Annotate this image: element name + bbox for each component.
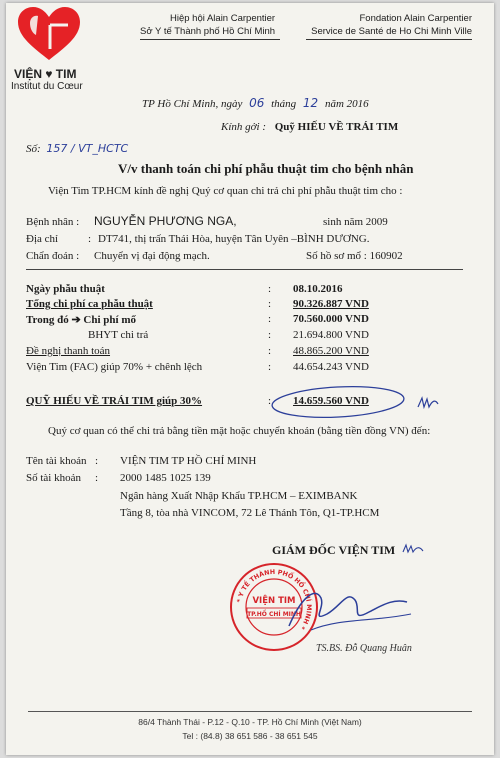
title-initials-mark (401, 541, 425, 557)
subject-line: V/v thanh toán chi phí phẫu thuật tim cho bệnh nhân (118, 161, 414, 176)
header-divider-left (140, 39, 280, 40)
cost-row-4-label: Đề nghị thanh toán (26, 345, 111, 357)
patient-diagnosis: Chuyển vị đại động mạch. (94, 250, 210, 262)
date-line (142, 96, 369, 110)
logo-name: VIỆN ♥ TIM (14, 67, 77, 81)
cost-row-0-colon: : (268, 283, 272, 295)
bank-name: Ngân hàng Xuất Nhập Khẩu TP.HCM – EXIMBANK (120, 490, 358, 502)
patient-name: NGUYỄN PHƯƠNG NGA, (94, 214, 237, 228)
cost-row-2-colon: : (268, 313, 272, 325)
date-prefix: TP Hồ Chí Minh, ngày (142, 98, 243, 110)
heart-logo-icon (14, 5, 84, 63)
cost-row-6-value: 14.659.560 VND (293, 395, 369, 407)
reference-line (26, 142, 128, 155)
recipient-label: Kính gởi : (221, 121, 266, 133)
patient-birth: sinh năm 2009 (323, 216, 388, 228)
cost-row-5-colon: : (268, 361, 272, 373)
cost-row-3-colon: : (268, 329, 272, 341)
patient-name-label: Bệnh nhân : (26, 216, 80, 228)
stamp-arc-text: * Y TẾ THÀNH PHỐ HỒ CHÍ MINH * (235, 567, 314, 632)
stamp-city-text: TP.HỒ CHÍ MINH (247, 611, 301, 618)
cost-row-4-value: 48.865.200 VND (293, 345, 369, 357)
patient-address: DT741, thị trấn Thái Hòa, huyện Tân Uyên –BÌNH DƯƠNG. (98, 233, 370, 245)
bank-address: Tầng 8, tòa nhà VINCOM, 72 Lê Thánh Tôn, Q1-TP.HCM (120, 507, 380, 519)
cost-row-6-label: QUỸ HIẾU VỀ TRÁI TIM giúp 30% (26, 395, 203, 407)
document-page (6, 3, 494, 755)
association-vn: Hiệp hội Alain Carpentier (170, 13, 276, 24)
cost-row-5-value: 44.654.243 VND (293, 361, 369, 373)
cost-row-3-label: BHYT chi trả (88, 329, 149, 341)
diagnosis-label: Chẩn đoán : (26, 250, 80, 262)
department-vn: Sở Y tế Thành phố Hồ Chí Minh (140, 26, 276, 37)
cost-row-3-value: 21.694.800 VND (293, 329, 369, 341)
footer-address: 86/4 Thành Thái - P.12 - Q.10 - TP. Hồ Chí Minh (Việt Nam) (138, 717, 362, 727)
cost-row-1-label: Tổng chi phí ca phẫu thuật (26, 298, 153, 310)
header-divider-right (306, 39, 472, 40)
cost-row-1-colon: : (268, 298, 272, 310)
cost-row-1-value: 90.326.887 VND (293, 298, 369, 310)
association-fr: Fondation Alain Carpentier (359, 13, 472, 24)
signer-name: TS.BS. Đỗ Quang Huân (316, 643, 412, 654)
account-name-label: Tên tài khoản (26, 455, 87, 467)
footer-divider (28, 711, 472, 712)
date-day: 06 (249, 96, 265, 110)
recipient-line (221, 121, 398, 133)
account-number-colon: : (95, 472, 99, 484)
cost-row-0-label: Ngày phẫu thuật (26, 283, 105, 295)
footer-contact: Tel : (84.8) 38 651 586 - 38 651 545 (182, 731, 318, 741)
department-fr: Service de Santé de Ho Chi Minh Ville (311, 26, 472, 37)
date-month: 12 (302, 96, 319, 110)
address-colon: : (88, 233, 92, 245)
account-name: VIỆN TIM TP HỒ CHÍ MINH (120, 455, 257, 467)
cost-row-6-colon: : (268, 395, 272, 407)
cost-row-0-value: 08.10.2016 (293, 283, 343, 295)
date-month-word: tháng (271, 98, 297, 110)
logo-subtitle: Institut du Cœur (11, 81, 83, 92)
address-label: Địa chỉ (26, 233, 59, 245)
surgery-file-number: Số hồ sơ mổ : 160902 (306, 250, 403, 262)
account-name-colon: : (95, 455, 99, 467)
highlight-circle-mark (268, 382, 418, 422)
account-number: 2000 1485 1025 139 (120, 472, 211, 484)
account-number-label: Số tài khoản (26, 472, 81, 484)
cost-row-2-value: 70.560.000 VND (293, 313, 369, 325)
cost-row-5-label: Viện Tim (FAC) giúp 70% + chênh lệch (26, 361, 203, 373)
reference-label: Số: (26, 143, 41, 155)
intro-text: Viện Tim TP.HCM kính đề nghị Quý cơ quan chi trả chi phí phẫu thuật tim cho : (48, 185, 403, 197)
initials-mark (416, 395, 440, 411)
cost-row-2-label: Trong đó ➔ Chi phí mổ (26, 314, 136, 326)
payment-intro: Quý cơ quan có thể chi trả bằng tiền mặt hoặc chuyển khoản (bằng tiền đồng VN) đến: (48, 425, 431, 437)
recipient-name: Quỹ HIẾU VỀ TRÁI TIM (274, 121, 399, 133)
section-divider (26, 269, 463, 270)
stamp-center-text: VIỆN TIM (252, 596, 296, 606)
director-title: GIÁM ĐỐC VIỆN TIM (272, 543, 396, 557)
cost-row-4-colon: : (268, 345, 272, 357)
date-year: năm 2016 (324, 98, 369, 110)
reference-number: 157 / VT_HCTC (46, 142, 129, 155)
handwritten-signature (281, 578, 421, 640)
